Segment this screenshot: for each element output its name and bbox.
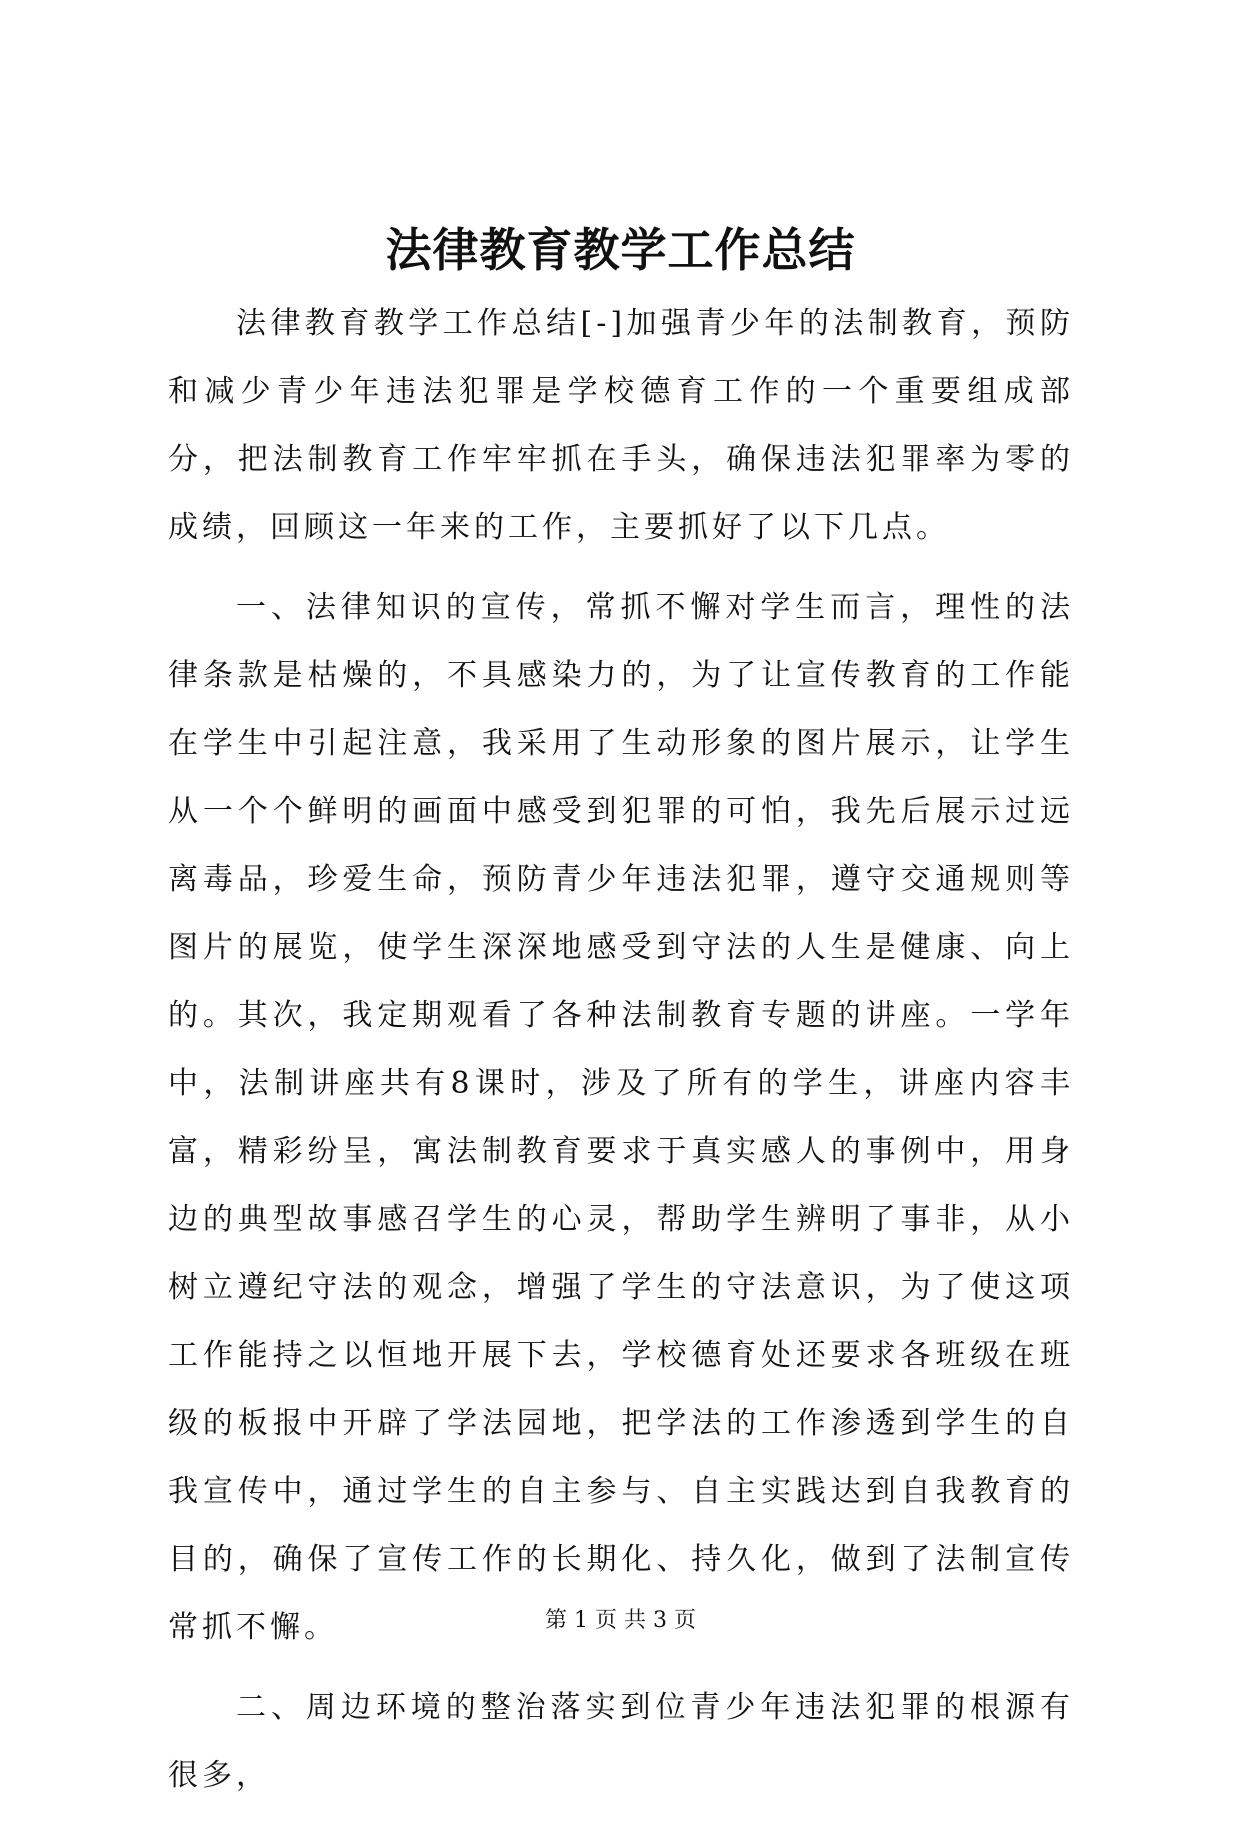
paragraph-section-one: 一、法律知识的宣传，常抓不懈对学生而言，理性的法律条款是枯燥的，不具感染力的，为了让宣传教育的工作能在学生中引起注意，我采用了生动形象的图片展示，让学生从一个个鲜明的画面中感受到犯罪的可怕，我先后展示过远离毒品，珍爱生命，预防青少年违法犯罪，遵守交通规则等图片的展览，使学生深深地感受到守法的人生是健康、向上的。其次，我定期观看了各种法制教育专题的讲座。一学年中，法制讲座共有8课时，涉及了所有的学生，讲座内容丰富，精彩纷呈，寓法制教育要求于真实感人的事例中，用身边的典型故事感召学生的心灵，帮助学生辨明了事非，从小树立遵纪守法的观念，增强了学生的守法意识，为了使这项工作能持之以恒地开展下去，学校德育处还要求各班级在班级的板报中开辟了学法园地，把学法的工作渗透到学生的自我宣传中，通过学生的自主参与、自主实践达到自我教育的目的，确保了宣传工作的长期化、持久化，做到了法制宣传常抓不懈。 — [168, 590, 1074, 1645]
page-footer: 第 1 页 共 3 页 — [545, 1608, 696, 1633]
document-title: 法律教育教学工作总结 — [385, 223, 856, 277]
paragraph-intro: 法律教育教学工作总结[-]加强青少年的法制教育，预防和减少青少年违法犯罪是学校德育工作的一个重要组成部分，把法制教育工作牢牢抓在手头，确保违法犯罪率为零的成绩，回顾这一年来的工作，主要抓好了以下几点。 — [168, 306, 1074, 545]
paragraph-section-two: 二、周边环境的整治落实到位青少年违法犯罪的根源有很多， — [168, 1690, 1074, 1793]
document-body — [168, 290, 1074, 1822]
